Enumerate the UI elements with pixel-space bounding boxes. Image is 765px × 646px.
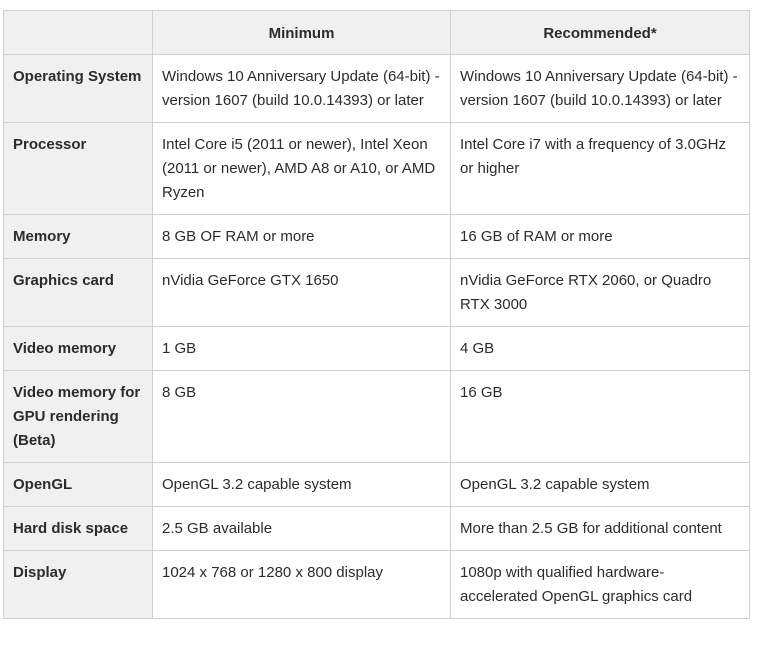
row-label: Hard disk space [4, 507, 153, 551]
system-requirements-container [3, 10, 749, 619]
header-row [4, 11, 750, 55]
minimum-cell: Windows 10 Anniversary Update (64-bit) - version 1607 (build 10.0.14393) or later [153, 55, 451, 123]
recommended-cell: Intel Core i7 with a frequency of 3.0GHz or higher [451, 123, 750, 215]
recommended-cell: 16 GB of RAM or more [451, 215, 750, 259]
recommended-cell: 1080p with qualified hardware-accelerated OpenGL graphics card [451, 551, 750, 619]
table-row-video-memory [4, 327, 750, 371]
header-corner-cell [4, 11, 153, 55]
recommended-cell: Windows 10 Anniversary Update (64-bit) - version 1607 (build 10.0.14393) or later [451, 55, 750, 123]
recommended-cell: More than 2.5 GB for additional content [451, 507, 750, 551]
recommended-cell: nVidia GeForce RTX 2060, or Quadro RTX 3000 [451, 259, 750, 327]
row-label: Display [4, 551, 153, 619]
table-row-hard-disk-space [4, 507, 750, 551]
row-label: Graphics card [4, 259, 153, 327]
row-label: Video memory [4, 327, 153, 371]
system-requirements-table [3, 10, 750, 619]
table-row-opengl [4, 463, 750, 507]
table-row-graphics-card [4, 259, 750, 327]
minimum-cell: OpenGL 3.2 capable system [153, 463, 451, 507]
minimum-cell: 1024 x 768 or 1280 x 800 display [153, 551, 451, 619]
table-row-gpu-rendering-memory [4, 371, 750, 463]
table-body [4, 55, 750, 619]
table-row-processor [4, 123, 750, 215]
recommended-cell: 16 GB [451, 371, 750, 463]
table-row-display [4, 551, 750, 619]
recommended-cell: 4 GB [451, 327, 750, 371]
minimum-cell: nVidia GeForce GTX 1650 [153, 259, 451, 327]
row-label: Operating System [4, 55, 153, 123]
row-label: Memory [4, 215, 153, 259]
minimum-cell: 8 GB [153, 371, 451, 463]
row-label: Video memory for GPU rendering (Beta) [4, 371, 153, 463]
recommended-cell: OpenGL 3.2 capable system [451, 463, 750, 507]
header-minimum: Minimum [153, 11, 451, 55]
row-label: Processor [4, 123, 153, 215]
minimum-cell: 2.5 GB available [153, 507, 451, 551]
table-row-operating-system [4, 55, 750, 123]
row-label: OpenGL [4, 463, 153, 507]
header-recommended: Recommended* [451, 11, 750, 55]
minimum-cell: Intel Core i5 (2011 or newer), Intel Xeon (2011 or newer), AMD A8 or A10, or AMD Ryzen [153, 123, 451, 215]
table-header [4, 11, 750, 55]
table-row-memory [4, 215, 750, 259]
minimum-cell: 8 GB OF RAM or more [153, 215, 451, 259]
minimum-cell: 1 GB [153, 327, 451, 371]
